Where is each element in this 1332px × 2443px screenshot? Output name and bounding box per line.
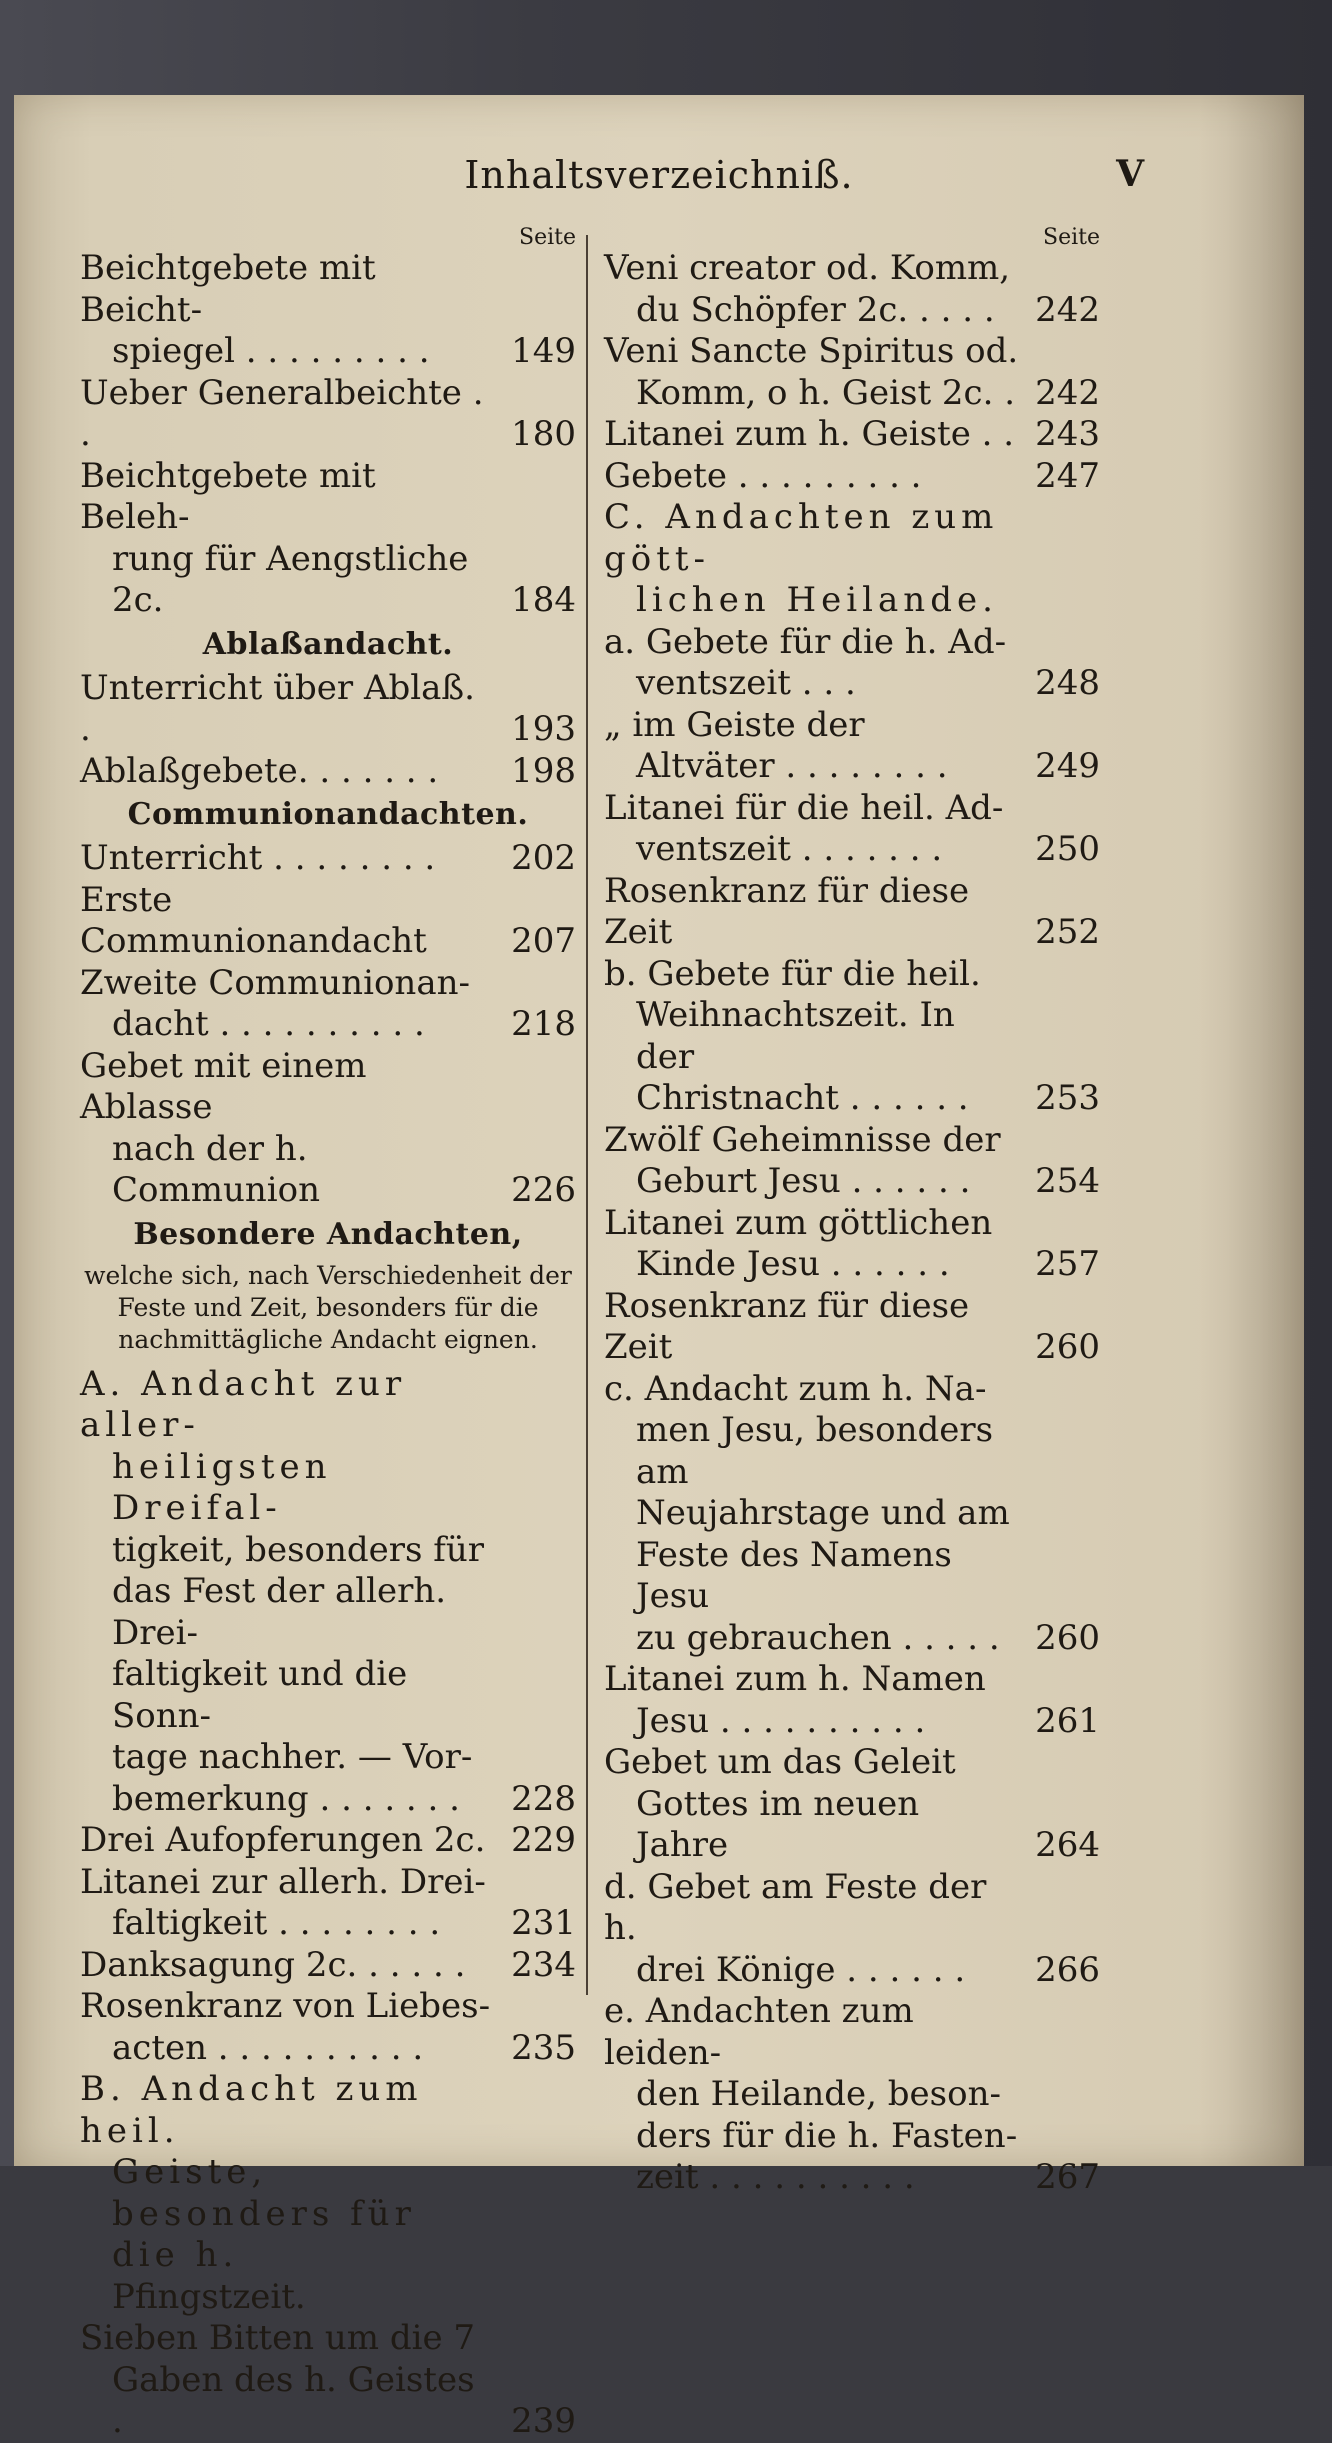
toc-entry-title-line: Litanei zum h. Geiste . . — [604, 414, 1015, 454]
toc-entry-page: 260 — [1035, 1327, 1100, 1367]
toc-entry-title-line: faltigkeit . . . . . . . . — [112, 1903, 441, 1943]
toc-entry-page: 247 — [1035, 455, 1100, 496]
toc-entry-page: 231 — [511, 1903, 576, 1943]
toc-entry-title-line: Rosenkranz für diese Zeit — [604, 870, 970, 952]
seite-label: Seite — [519, 225, 576, 250]
toc-entry-title-line: Kinde Jesu . . . . . . — [636, 1244, 950, 1284]
toc-entry-page: 257 — [1035, 1244, 1100, 1284]
toc-entry-title-line: zu gebrauchen . . . . . — [636, 1617, 1000, 1658]
toc-entry — [604, 248, 1100, 331]
toc-entry — [604, 1991, 1100, 2199]
toc-entry-title-line: B. Andacht zum heil. — [80, 2069, 423, 2151]
toc-entry — [604, 414, 1100, 456]
toc-entry — [604, 1742, 1100, 1867]
toc-entry-title-line: du Schöpfer 2c. . . . . — [636, 289, 995, 330]
toc-entry-title-line: men Jesu, besonders am — [636, 1410, 994, 1492]
toc-entry-title-line: Beichtgebete mit Beleh- — [80, 455, 376, 537]
toc-entry-title-line: rung für Aengstliche 2c. — [112, 538, 469, 620]
toc-entry — [604, 954, 1100, 1120]
toc-entry-page: 149 — [511, 331, 576, 371]
page-edge-shadow — [1199, 95, 1304, 2166]
toc-entry-page: 252 — [1035, 912, 1100, 952]
toc-entry — [80, 751, 576, 793]
section-note: welche sich, nach Verschiedenheit der Feste und Zeit, besonders für die nachmittägliche Andacht eignen. — [84, 1260, 572, 1354]
toc-entry-page: 242 — [1035, 372, 1100, 413]
toc-entry — [80, 248, 576, 373]
toc-entry — [80, 373, 576, 456]
toc-entry-title-line: Gebet um das Geleit — [604, 1742, 956, 1782]
toc-entry-title-line: Erste Communionandacht — [80, 879, 427, 961]
toc-entry-title-line: A. Andacht zur aller- — [80, 1363, 407, 1445]
toc-entry-title-line: Gottes im neuen Jahre — [636, 1783, 920, 1865]
toc-entry-title-line: Geburt Jesu . . . . . . — [636, 1161, 971, 1201]
toc-entry-title-line: Zwölf Geheimnisse der — [604, 1119, 1001, 1160]
toc-entry-title-line: Litanei zur allerh. Drei- — [80, 1861, 486, 1902]
toc-entry-title-line: Gebet mit einem Ablasse — [80, 1045, 367, 1127]
toc-entry-title-line: Litanei für die heil. Ad- — [604, 787, 1004, 828]
toc-entry — [604, 1659, 1100, 1742]
toc-entry-page: 260 — [1035, 1617, 1100, 1658]
toc-entry-title-line: ders für die h. Fasten- — [636, 2115, 1018, 2156]
toc-entry-title-line: Christnacht . . . . . . — [636, 1078, 969, 1118]
toc-entry — [80, 668, 576, 751]
toc-entry-page: 254 — [1035, 1161, 1100, 1201]
toc-entry-title-line: tage nachher. — Vor- — [112, 1737, 473, 1777]
toc-entry-page: 261 — [1035, 1700, 1100, 1741]
toc-entry-title-line: drei Könige . . . . . . — [636, 1949, 966, 1990]
toc-entry — [604, 705, 1100, 788]
toc-entry-title-line: Sieben Bitten um die 7 — [80, 2318, 476, 2358]
toc-entry-page: 239 — [511, 2401, 576, 2441]
toc-entry — [80, 2069, 576, 2318]
toc-entry-title-line: Altväter . . . . . . . . — [636, 746, 948, 786]
toc-entry-title-line: spiegel . . . . . . . . . — [112, 331, 430, 371]
toc-entry-page: 250 — [1035, 829, 1100, 869]
column-divider — [586, 235, 588, 1995]
section-heading: Communionandachten. — [127, 797, 529, 832]
toc-entry-title-line: Unterricht über Ablaß. . — [80, 667, 475, 749]
toc-entry-title-line: Gaben des h. Geistes . — [112, 2359, 475, 2441]
toc-entry-title-line: d. Gebet am Feste der h. — [604, 1866, 987, 1948]
page-title: Inhaltsverzeichniß. — [464, 153, 854, 197]
toc-entry-page: 249 — [1035, 746, 1100, 786]
toc-entry — [80, 1862, 576, 1945]
toc-entry-page: 198 — [511, 750, 576, 791]
toc-entry-title-line: den Heilande, beson- — [636, 2074, 1001, 2114]
toc-entry-title-line: bemerkung . . . . . . . — [112, 1778, 460, 1819]
toc-entry — [604, 1203, 1100, 1286]
toc-entry-page: 234 — [511, 1944, 576, 1985]
toc-entry-title-line: Danksagung 2c. . . . . . — [80, 1944, 466, 1985]
toc-entry-page: 207 — [511, 921, 576, 961]
toc-entry-title-line: Pfingstzeit. — [112, 2276, 306, 2317]
toc-entry-title-line: a. Gebete für die h. Ad- — [604, 621, 1007, 662]
page-number: V — [1116, 153, 1144, 195]
toc-entry-page: 226 — [511, 1170, 576, 1210]
toc-entry-title-line: Neujahrstage und am — [636, 1493, 1010, 1533]
toc-entry-title-line: Veni creator od. Komm, — [604, 248, 1011, 288]
toc-entry-title-line: b. Gebete für die heil. — [604, 953, 981, 994]
book-page — [14, 95, 1304, 2441]
toc-entry-title-line: Gebete . . . . . . . . . — [604, 455, 922, 496]
toc-entry-title-line: Rosenkranz für diese Zeit — [604, 1285, 970, 1367]
toc-entry-title-line: Litanei zum göttlichen — [604, 1202, 993, 1243]
toc-entry-page: 264 — [1035, 1825, 1100, 1865]
toc-entry-title-line: dacht . . . . . . . . . . — [112, 1004, 425, 1044]
toc-entry-page: 248 — [1035, 663, 1100, 703]
toc-entry-title-line: lichen Heilande. — [636, 580, 998, 620]
toc-entry — [80, 1364, 576, 1821]
toc-entry-title-line: Unterricht . . . . . . . . — [80, 838, 436, 878]
toc-entry-title-line: heiligsten Dreifal- — [112, 1446, 332, 1528]
toc-entry — [604, 1369, 1100, 1660]
toc-entry-title-line: Veni Sancte Spiritus od. — [604, 331, 1019, 371]
toc-entry — [80, 1046, 576, 1212]
toc-entry-title-line: Rosenkranz von Liebes- — [80, 1986, 491, 2026]
toc-entry-title-line: tigkeit, besonders für — [112, 1529, 485, 1570]
section-heading: Besondere Andachten, — [133, 1216, 523, 1252]
toc-entry-title-line: Ueber Generalbeichte . . — [80, 372, 484, 454]
toc-entry-title-line: Ablaßgebete. . . . . . . — [80, 750, 439, 791]
toc-entry-title-line: zeit . . . . . . . . . . — [636, 2157, 915, 2197]
toc-entry — [604, 1286, 1100, 1369]
toc-entry-title-line: c. Andacht zum h. Na- — [604, 1368, 987, 1409]
toc-entry-page: 193 — [511, 709, 576, 749]
toc-entry-title-line: e. Andachten zum leiden- — [604, 1991, 914, 2073]
toc-entry-page: 202 — [511, 838, 576, 878]
toc-entry — [604, 871, 1100, 954]
toc-entry — [80, 2318, 576, 2443]
toc-entry-page: 235 — [511, 2027, 576, 2068]
toc-entry-page: 253 — [1035, 1078, 1100, 1118]
toc-entry — [80, 1986, 576, 2069]
toc-column-right — [604, 225, 1100, 2199]
toc-entry-title-line: „ im Geiste der — [604, 704, 865, 745]
seite-label: Seite — [1043, 225, 1100, 250]
toc-entry-title-line: Weihnachtszeit. In der — [636, 995, 955, 1077]
toc-entry — [604, 456, 1100, 498]
section-heading: Ablaßandacht. — [202, 626, 454, 662]
toc-entry-title-line: acten . . . . . . . . . . — [112, 2027, 424, 2068]
toc-entry — [80, 838, 576, 880]
toc-entry — [604, 331, 1100, 414]
toc-entry-title-line: Jesu . . . . . . . . . . — [636, 1700, 926, 1741]
toc-entry-page: 266 — [1035, 1949, 1100, 1990]
toc-entry-page: 180 — [511, 414, 576, 454]
toc-entry-page: 243 — [1035, 414, 1100, 454]
toc-entry — [80, 1945, 576, 1987]
toc-column-left — [80, 225, 576, 2443]
toc-entry-title-line: C. Andachten zum gött- — [604, 497, 999, 579]
toc-entry-title-line: Litanei zum h. Namen — [604, 1659, 986, 1699]
toc-entry-title-line: Feste des Namens Jesu — [636, 1534, 952, 1616]
toc-entry-title-line: ventszeit . . . — [636, 663, 856, 703]
toc-entry-title-line: Drei Aufopferungen 2c. — [80, 1820, 486, 1860]
toc-entry — [604, 1867, 1100, 1992]
toc-entry-title-line: nach der h. Communion — [112, 1128, 321, 1210]
toc-entry-page: 228 — [511, 1778, 576, 1819]
toc-entry-title-line: Zweite Communionan- — [80, 962, 470, 1003]
toc-entry — [80, 963, 576, 1046]
toc-entry — [604, 622, 1100, 705]
toc-entry-page: 218 — [511, 1004, 576, 1044]
toc-entry — [604, 1120, 1100, 1203]
toc-entry-title-line: ventszeit . . . . . . . — [636, 829, 943, 869]
toc-entry-title-line: Komm, o h. Geist 2c. . — [636, 372, 1016, 413]
toc-entry-page: 229 — [511, 1820, 576, 1860]
toc-entry — [80, 1820, 576, 1862]
toc-entry-page: 242 — [1035, 289, 1100, 330]
toc-entry-page: 267 — [1035, 2157, 1100, 2197]
toc-entry-title-line: Geiste, besonders für die h. — [112, 2152, 416, 2275]
toc-entry — [80, 880, 576, 963]
toc-entry-title-line: das Fest der allerh. Drei- — [112, 1571, 447, 1653]
toc-entry-title-line: Beichtgebete mit Beicht- — [80, 248, 376, 330]
toc-entry — [604, 497, 1100, 622]
toc-entry — [604, 788, 1100, 871]
toc-entry — [80, 456, 576, 622]
toc-entry-title-line: faltigkeit und die Sonn- — [112, 1654, 408, 1736]
toc-entry-page: 184 — [511, 580, 576, 620]
